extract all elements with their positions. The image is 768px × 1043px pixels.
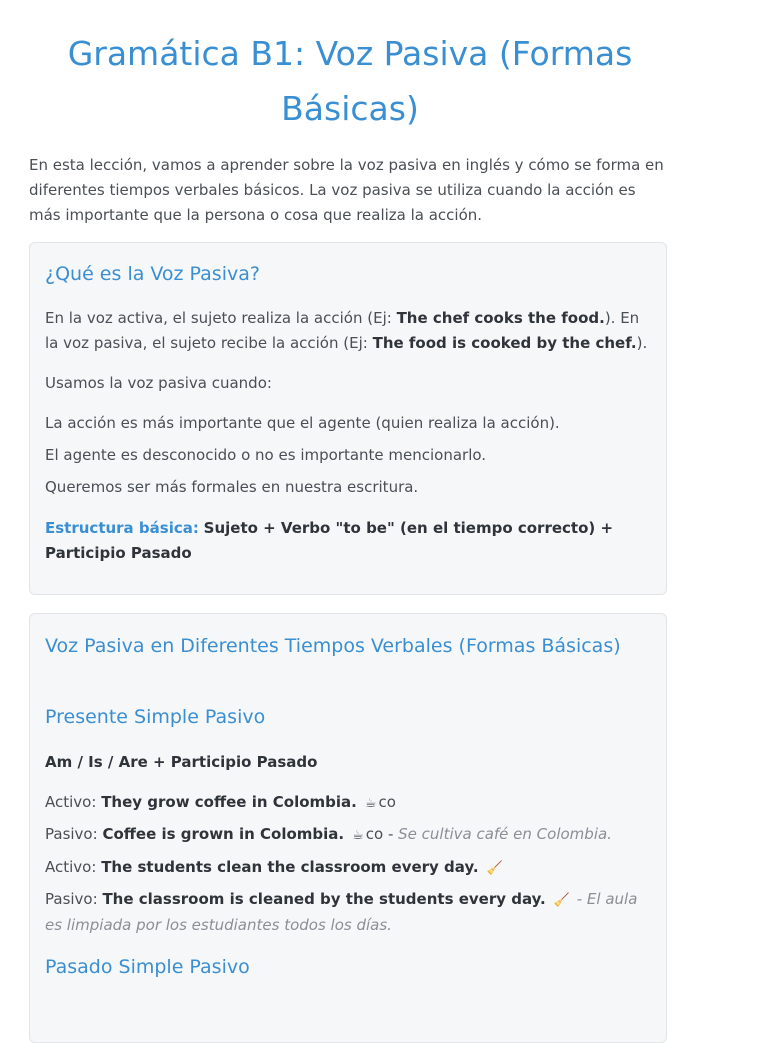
present-formula xyxy=(45,750,654,775)
spanish-translation: El aula es limpiada por los estudiantes todos los días. xyxy=(45,890,638,934)
what-is-passive-card xyxy=(29,242,667,595)
formula-text: Am / Is / Are + Participio Pasado xyxy=(45,753,318,771)
page-title: Gramática B1: Voz Pasiva (Formas Básicas) xyxy=(67,34,633,128)
tenses-card xyxy=(29,613,667,1043)
section-heading-tenses: Voz Pasiva en Diferentes Tiempos Verbales (Formas Básicas) xyxy=(45,635,621,657)
definition-text-b: ). En la voz pasiva, el sujeto recibe la acción (Ej: xyxy=(45,309,640,352)
passive-sentence: The classroom is cleaned by the students every day. xyxy=(102,890,546,908)
structure-label: Estructura básica: xyxy=(45,519,199,537)
active-label: Activo: xyxy=(45,858,97,876)
passive-label: Pasivo: xyxy=(45,825,98,843)
usage-item: El agente es desconocido o no es importante mencionarlo. xyxy=(45,446,487,464)
active-sentence: They grow coffee in Colombia. xyxy=(101,793,357,811)
intro-paragraph: En esta lección, vamos a aprender sobre la voz pasiva en inglés y cómo se forma en diferentes tiempos verbales básicos. La voz pasiva se utiliza cuando la acción es más importante que la persona o cosa que realiza la acción. xyxy=(29,156,664,224)
emoji-suffix: co - xyxy=(365,825,394,843)
example-passive-1 xyxy=(45,822,654,848)
definition-text-a: En la voz activa, el sujeto realiza la acción (Ej: xyxy=(45,309,397,327)
example-passive-2 xyxy=(45,887,654,938)
past-simple-heading: Pasado Simple Pasivo xyxy=(45,956,250,978)
usage-item: Queremos ser más formales en nuestra escritura. xyxy=(45,478,419,496)
spanish-translation: Se cultiva café en Colombia. xyxy=(398,825,612,843)
section-heading-what-is: ¿Qué es la Voz Pasiva? xyxy=(45,263,260,285)
dash-separator: - xyxy=(576,890,583,908)
example-active-2 xyxy=(45,855,654,881)
active-sentence: The students clean the classroom every day. xyxy=(101,858,479,876)
structure-formula: Sujeto + Verbo "to be" (en el tiempo correcto) + Participio Pasado xyxy=(45,519,614,562)
broom-icon: 🧹 xyxy=(486,861,503,876)
passive-label: Pasivo: xyxy=(45,890,98,908)
passive-example: The food is cooked by the chef. xyxy=(372,334,637,352)
coffee-icon: ☕ xyxy=(352,828,364,843)
active-example: The chef cooks the food. xyxy=(396,309,605,327)
usage-item: La acción es más importante que el agente (quien realiza la acción). xyxy=(45,414,560,432)
basic-structure xyxy=(45,516,654,566)
emoji-suffix: co xyxy=(378,793,396,811)
coffee-icon: ☕ xyxy=(364,796,377,811)
definition-paragraph xyxy=(45,306,654,356)
broom-icon: 🧹 xyxy=(553,893,570,908)
definition-text-c: ). xyxy=(636,334,648,352)
passive-sentence: Coffee is grown in Colombia. xyxy=(102,825,345,843)
present-simple-heading: Presente Simple Pasivo xyxy=(45,706,266,728)
usage-intro: Usamos la voz pasiva cuando: xyxy=(45,374,272,392)
active-label: Activo: xyxy=(45,793,97,811)
example-active-1 xyxy=(45,790,654,816)
